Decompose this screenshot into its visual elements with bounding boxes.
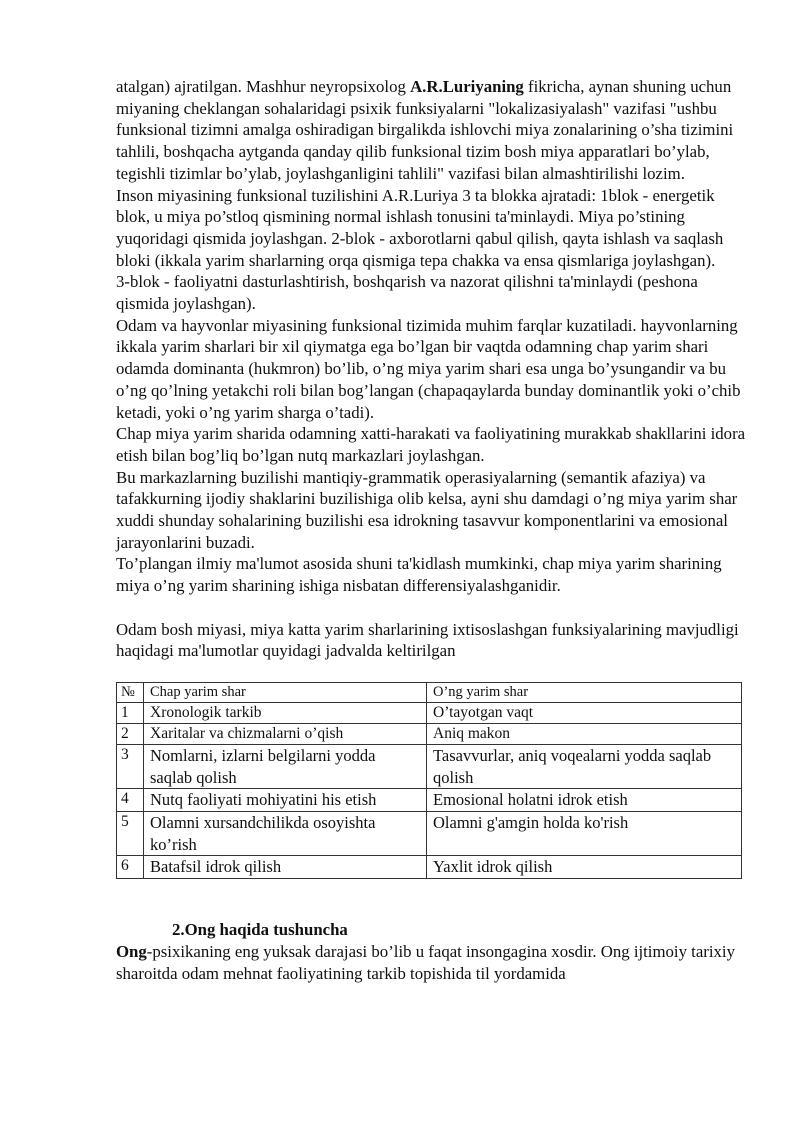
table-cell: Nomlarni, izlarni belgilarni yodda saqlab qolish <box>144 744 427 788</box>
table-cell: Xaritalar va chizmalarni o’qish <box>144 723 427 744</box>
table-cell: Batafsil idrok qilish <box>144 856 427 879</box>
table-row <box>117 723 742 744</box>
table-cell: 4 <box>117 789 144 812</box>
term: Ong <box>116 941 147 961</box>
table-cell: Olamni xursandchilikda osoyishta ko’rish <box>144 812 427 856</box>
document-page <box>116 76 746 984</box>
table-header-row <box>117 682 742 702</box>
table-cell: Olamni g'amgin holda ko'rish <box>427 812 742 856</box>
table-row <box>117 812 742 856</box>
paragraph: Odam va hayvonlar miyasining funksional tizimida muhim farqlar kuzatiladi. hayvonlarning ikkala yarim sharlari bir xil qiymatga ega bo’lgan bir vaqtda odamning chap yarim shari odamda dominanta (hukmron) bo’lib, o’ng miya yarim shari esa unga bo’ysungandir va bu o’ng qo’lning yetakchi roli bilan bog’langan (chapaqaylarda bunday dominantlik yoki o’chib ketadi, yoki o’ng yarim sharga o’tadi). <box>116 315 741 422</box>
paragraph: atalgan) ajratilgan. Mashhur neyropsixolog A.R.Luriyaning fikricha, aynan shuning uchun miyaning cheklangan sohalaridagi psixik funksiyalarni "lokalizasiyalash" vazifasi "ushbu funksional tizimni amalga oshiradigan birgalikda ishlovchi miya zonalarining o’sha tizimini tahlili, boshqacha aytganda qanday qilib funksional tizim bosh miya apparatlari bo’ylab, tegishli tizimlar bo’ylab, joylashganligini tahlili" vazifasi bilan almashtirilishi lozim. <box>116 77 734 183</box>
paragraph: Chap miya yarim sharida odamning xatti-harakati va faoliyatining murakkab shakllarini idora etish bilan bog’liq bo’lgan nutq markazlari joylashgan. <box>116 424 746 465</box>
author-name: A.R.Luriyaning <box>410 77 524 96</box>
table-cell: O’tayotgan vaqt <box>427 702 742 723</box>
table-row <box>117 856 742 879</box>
spacer <box>116 597 746 619</box>
table-cell: Tasavvurlar, aniq voqealarni yodda saqlab qolish <box>427 744 742 788</box>
table-cell: 1 <box>117 702 144 723</box>
table-cell: 2 <box>117 723 144 744</box>
paragraph: To’plangan ilmiy ma'lumot asosida shuni ta'kidlash mumkinki, chap miya yarim sharining miya o’ng yarim sharining ishiga nisbatan differensiyalashganidir. <box>116 554 722 596</box>
table-row <box>117 702 742 723</box>
table-cell: 3 <box>117 744 144 788</box>
header-cell: Chap yarim shar <box>144 682 427 702</box>
hemisphere-table <box>116 682 742 879</box>
paragraph: Ong-psixikaning eng yuksak darajasi bo’lib u faqat insongagina xosdir. Ong ijtimoiy tarixiy sharoitda odam mehnat faoliyatining tarkib topishida til yordamida <box>116 941 735 983</box>
section-heading: 2.Ong haqida tushuncha <box>172 920 348 940</box>
table-cell: Aniq makon <box>427 723 742 744</box>
paragraph: Inson miyasining funksional tuzilishini A.R.Luriya 3 ta blokka ajratadi: 1blok - energetik blok, u miya po’stloq qismining normal ishlash tonusini ta'minlaydi. Miya po’stining yuqoridagi qismida joylashgan. 2-blok - axborotlarni qabul qilish, qayta ishlash va saqlash bloki (ikkala yarim sharlarning orqa qismiga tepa chakka va ensa qismlariga joylashgan). <box>116 185 724 270</box>
table-row <box>117 744 742 788</box>
table-cell: Nutq faoliyati mohiyatini his etish <box>144 789 427 812</box>
table-cell: 6 <box>117 856 144 879</box>
table-cell: 5 <box>117 812 144 856</box>
table-cell: Yaxlit idrok qilish <box>427 856 742 879</box>
paragraph: Odam bosh miyasi, miya katta yarim sharlarining ixtisoslashgan funksiyalarining mavjudligi haqidagi ma'lumotlar quyidagi jadvalda keltirilgan <box>116 619 739 661</box>
header-cell: O’ng yarim shar <box>427 682 742 702</box>
paragraph: 3-blok - faoliyatni dasturlashtirish, boshqarish va nazorat qilishni ta'minlaydi (peshona qismida joylashgan). <box>116 272 698 314</box>
header-cell: № <box>117 682 144 702</box>
table-row <box>117 789 742 812</box>
table-cell: Emosional holatni idrok etish <box>427 789 742 812</box>
table-cell: Xronologik tarkib <box>144 702 427 723</box>
paragraph: Bu markazlarning buzilishi mantiqiy-grammatik operasiyalarning (semantik afaziya) va tafakkurning ijodiy shaklarini buzilishiga olib kelsa, ayni shu damdagi o’ng miya yarim shar xuddi shunday sohalarining buzilishi esa idrokning tasavvur komponentlarini va emosional jarayonlarini buzadi. <box>116 467 738 552</box>
